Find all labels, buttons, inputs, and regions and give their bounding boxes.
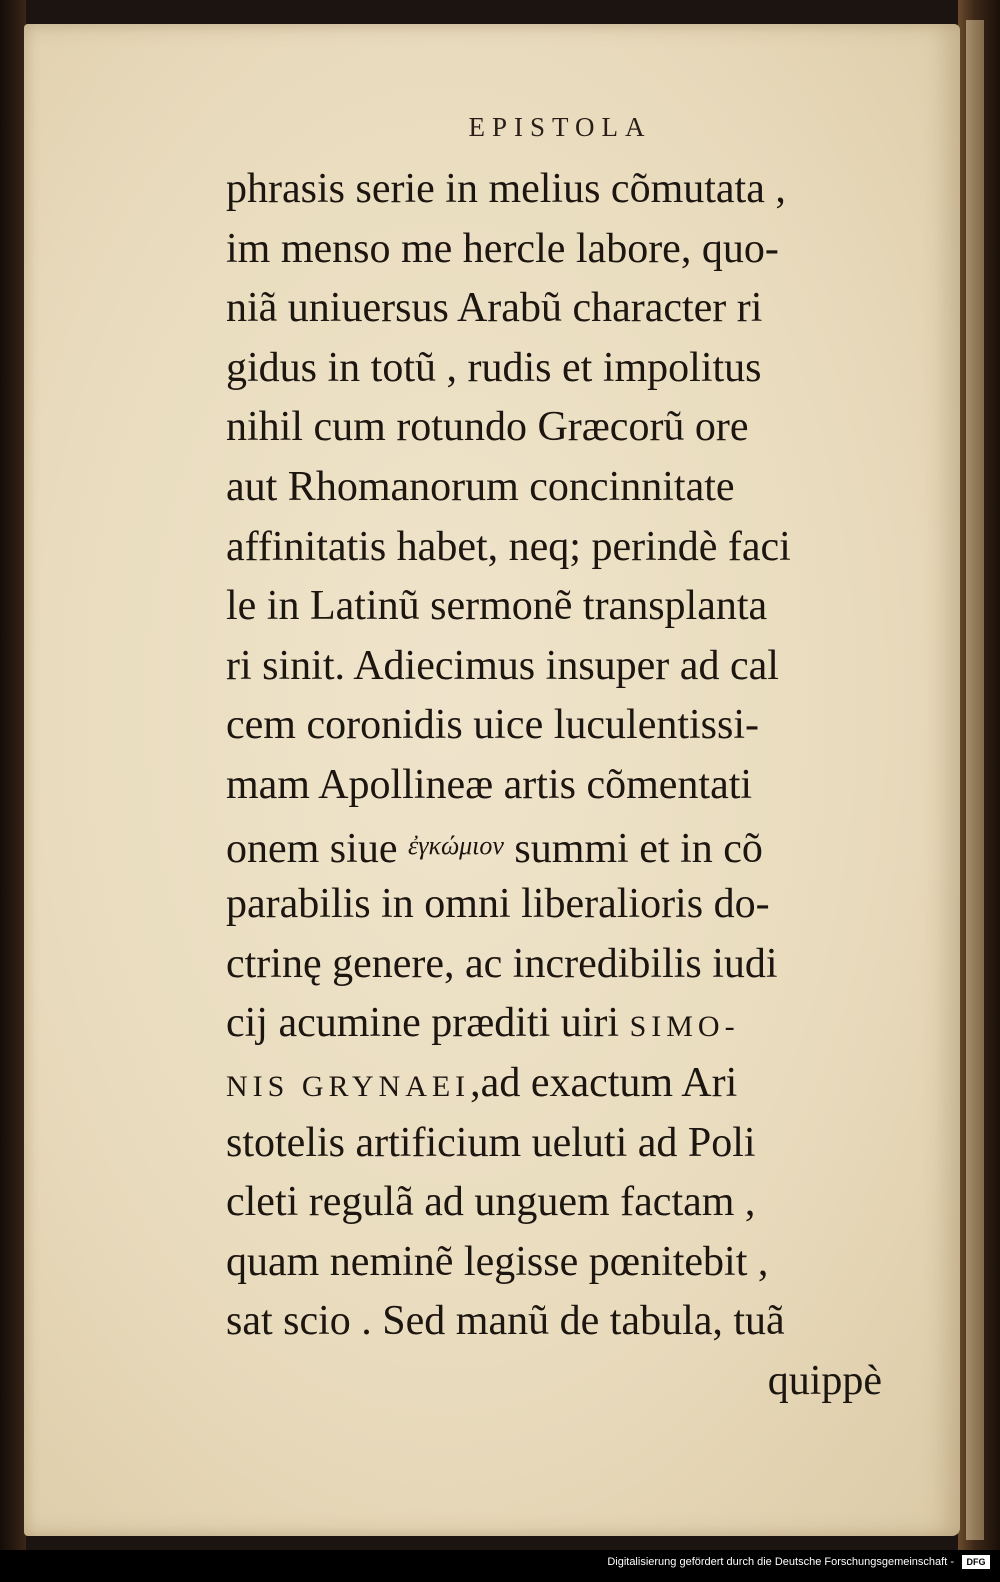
body-text — [226, 160, 890, 1411]
book-binding-left — [0, 0, 26, 1582]
catchword: quippè — [767, 1357, 882, 1404]
text-line: parabilis in omni liberalioris do- — [226, 881, 770, 928]
text-line: ctrinę genere, ac incredibilis iudi — [226, 940, 778, 987]
text-line: phrasis serie in melius cõmutata , — [226, 166, 786, 212]
dfg-logo: DFG — [962, 1555, 990, 1569]
greek-word: ἐγκώμιον — [407, 830, 504, 860]
text-line: aut Rhomanorum concinnitate — [226, 463, 735, 510]
text-line: sat scio . Sed manũ de tabula, tuã — [226, 1298, 785, 1345]
text-fragment: onem siue — [226, 825, 398, 872]
text-line: niã uniuersus Arabũ character ri — [226, 285, 763, 332]
text-line: im menso me hercle labore, quo- — [226, 225, 779, 272]
text-fragment: ,ad exactum Ari — [470, 1059, 738, 1106]
text-line-greek — [226, 816, 890, 876]
text-line: nihil cum rotundo Græcorũ ore — [226, 404, 749, 451]
digitization-credit: Digitalisierung gefördert durch die Deutsche Forschungsgemeinschaft - — [607, 1556, 954, 1568]
text-line: mam Apollineæ artis cõmentati — [226, 761, 753, 808]
page-edge — [966, 20, 984, 1540]
text-line: cem coronidis uice luculentissi- — [226, 702, 760, 749]
text-fragment: summi et in cõ — [514, 825, 763, 872]
text-line: le in Latinũ sermonẽ transplanta — [226, 583, 768, 630]
text-line: cleti regulã ad unguem factam , — [226, 1179, 756, 1226]
running-head: EPISTOLA — [468, 112, 652, 142]
text-line-smallcaps — [226, 994, 890, 1054]
text-line: affinitatis habet, neq; perindè faci — [226, 523, 791, 570]
text-line: quam neminẽ legisse pœnitebit , — [226, 1238, 769, 1285]
small-caps-name: SIMO- — [629, 1010, 740, 1044]
small-caps-name: NIS GRYNAEI — [226, 1069, 471, 1103]
text-fragment: cij acumine præditi uiri — [226, 1000, 620, 1047]
text-line: stotelis artificium ueluti ad Poli — [226, 1119, 756, 1166]
text-line: gidus in totũ , rudis et impolitus — [226, 344, 762, 391]
text-line-smallcaps — [226, 1054, 890, 1114]
text-line: ri sinit. Adiecimus insuper ad cal — [226, 642, 779, 689]
